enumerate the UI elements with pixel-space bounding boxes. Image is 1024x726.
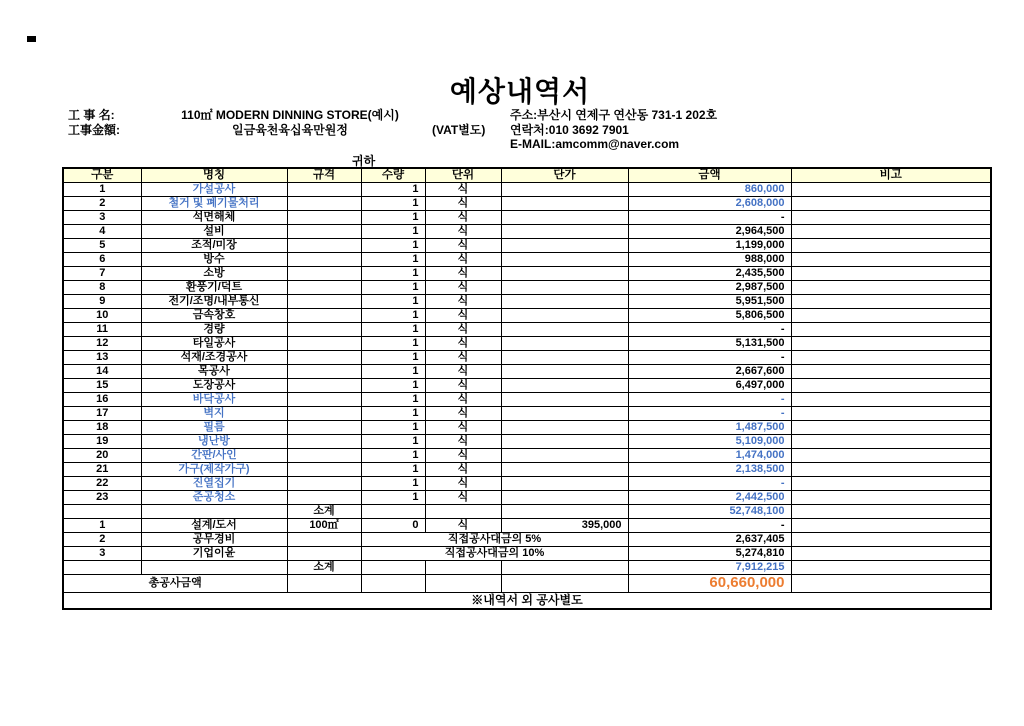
- item-qty: 1: [361, 224, 425, 238]
- scan-artifact: [27, 36, 36, 42]
- item-amount: 988,000: [628, 252, 791, 266]
- col-header-qty: 수량: [361, 168, 425, 182]
- item-name: 냉난방: [141, 434, 287, 448]
- item-note: [791, 322, 991, 336]
- item-unit: 식: [425, 448, 501, 462]
- row-number: 2: [63, 532, 141, 546]
- item-qty: 1: [361, 406, 425, 420]
- item-price: [501, 336, 628, 350]
- item-note: [791, 364, 991, 378]
- item-spec: [287, 280, 361, 294]
- row-number: 3: [63, 546, 141, 560]
- document-title: 예상내역서: [449, 76, 591, 107]
- item-qty: 1: [361, 322, 425, 336]
- item-row: [63, 322, 991, 336]
- item-name: 환풍기/덕트: [141, 280, 287, 294]
- item-note: [791, 336, 991, 350]
- item-unit: 식: [425, 238, 501, 252]
- item-spec: [287, 238, 361, 252]
- item-name: 설계/도서: [141, 518, 287, 532]
- item-amount: 2,637,405: [628, 532, 791, 546]
- item-name: 경량: [141, 322, 287, 336]
- item-amount: 2,435,500: [628, 266, 791, 280]
- item-name: 타일공사: [141, 336, 287, 350]
- item-qty: 1: [361, 182, 425, 196]
- item-price: [501, 266, 628, 280]
- empty-cell: [63, 504, 141, 518]
- address: 주소:부산시 연제구 연산동 731-1 202호: [510, 108, 718, 122]
- item-amount: -: [628, 322, 791, 336]
- table-header-row: [63, 168, 991, 182]
- row-number: 1: [63, 518, 141, 532]
- col-header-amount: 금액: [628, 168, 791, 182]
- subtotal-amount: 7,912,215: [628, 560, 791, 574]
- item-spec: [287, 434, 361, 448]
- subtotal-row: [63, 504, 991, 518]
- item-amount: 2,667,600: [628, 364, 791, 378]
- item-amount: 5,274,810: [628, 546, 791, 560]
- item-row: [63, 518, 991, 532]
- item-price: [501, 406, 628, 420]
- email: E-MAIL:amcomm@naver.com: [510, 137, 680, 151]
- row-number: 21: [63, 462, 141, 476]
- item-row: [63, 364, 991, 378]
- item-qty: 1: [361, 350, 425, 364]
- col-header-note: 비고: [791, 168, 991, 182]
- row-number: 12: [63, 336, 141, 350]
- item-row: [63, 476, 991, 490]
- item-note: [791, 280, 991, 294]
- item-name: 전기/조명/내부통신: [141, 294, 287, 308]
- item-price: [501, 378, 628, 392]
- item-row: [63, 196, 991, 210]
- item-unit: 식: [425, 364, 501, 378]
- item-amount: -: [628, 406, 791, 420]
- item-note: [791, 182, 991, 196]
- item-unit: 식: [425, 182, 501, 196]
- item-qty: 1: [361, 434, 425, 448]
- col-header-name: 명칭: [141, 168, 287, 182]
- empty-cell: [63, 560, 141, 574]
- item-spec: [287, 336, 361, 350]
- item-unit: 식: [425, 476, 501, 490]
- empty-cell: [791, 504, 991, 518]
- row-number: 6: [63, 252, 141, 266]
- item-name: 벽지: [141, 406, 287, 420]
- item-spec: [287, 196, 361, 210]
- item-note: [791, 294, 991, 308]
- item-spec: [287, 350, 361, 364]
- item-unit: 식: [425, 252, 501, 266]
- item-unit: 식: [425, 378, 501, 392]
- item-note: [791, 392, 991, 406]
- row-number: 14: [63, 364, 141, 378]
- item-qty: 1: [361, 252, 425, 266]
- item-name: 석재/조경공사: [141, 350, 287, 364]
- item-unit: 식: [425, 392, 501, 406]
- empty-cell: [425, 560, 501, 574]
- item-row: [63, 448, 991, 462]
- item-unit: 식: [425, 336, 501, 350]
- item-row: [63, 406, 991, 420]
- item-price: [501, 448, 628, 462]
- item-qty: 1: [361, 378, 425, 392]
- item-spec: [287, 308, 361, 322]
- row-number: 8: [63, 280, 141, 294]
- item-unit: 식: [425, 490, 501, 504]
- item-qty: 1: [361, 238, 425, 252]
- item-spec: [287, 420, 361, 434]
- footnote: ※내역서 외 공사별도: [63, 592, 991, 609]
- item-name: 방수: [141, 252, 287, 266]
- item-amount: 5,951,500: [628, 294, 791, 308]
- item-amount: -: [628, 350, 791, 364]
- item-unit: 식: [425, 280, 501, 294]
- item-price: [501, 392, 628, 406]
- empty-cell: [425, 574, 501, 592]
- item-price: [501, 350, 628, 364]
- empty-cell: [287, 574, 361, 592]
- item-price: [501, 280, 628, 294]
- row-number: 2: [63, 196, 141, 210]
- item-note: [791, 406, 991, 420]
- item-amount: 6,497,000: [628, 378, 791, 392]
- col-header-price: 단가: [501, 168, 628, 182]
- item-price: [501, 476, 628, 490]
- empty-cell: [141, 560, 287, 574]
- item-amount: 860,000: [628, 182, 791, 196]
- item-note: [791, 434, 991, 448]
- item-qty: 0: [361, 518, 425, 532]
- contract-amount-label: 工事金額:: [68, 123, 120, 137]
- item-unit: 식: [425, 434, 501, 448]
- col-header-unit: 단위: [425, 168, 501, 182]
- item-amount: -: [628, 476, 791, 490]
- item-price: [501, 238, 628, 252]
- row-number: 3: [63, 210, 141, 224]
- item-spec: [287, 322, 361, 336]
- row-number: 19: [63, 434, 141, 448]
- item-row: [63, 532, 991, 546]
- item-price: [501, 364, 628, 378]
- item-name: 진열집기: [141, 476, 287, 490]
- item-spec: [287, 252, 361, 266]
- item-row: [63, 294, 991, 308]
- item-spec: [287, 378, 361, 392]
- item-price: [501, 490, 628, 504]
- item-note: [791, 196, 991, 210]
- row-number: 7: [63, 266, 141, 280]
- item-row: [63, 280, 991, 294]
- item-note: [791, 252, 991, 266]
- item-note: [791, 224, 991, 238]
- col-header-spec: 규격: [287, 168, 361, 182]
- row-number: 11: [63, 322, 141, 336]
- item-price: [501, 420, 628, 434]
- item-price: [501, 322, 628, 336]
- row-number: 22: [63, 476, 141, 490]
- item-amount: -: [628, 210, 791, 224]
- item-row: [63, 266, 991, 280]
- item-unit: 식: [425, 518, 501, 532]
- empty-cell: [361, 574, 425, 592]
- recipient: 귀하: [352, 154, 376, 168]
- item-note: [791, 476, 991, 490]
- item-name: 조적/미장: [141, 238, 287, 252]
- item-qty: 1: [361, 462, 425, 476]
- item-amount: -: [628, 518, 791, 532]
- row-number: 18: [63, 420, 141, 434]
- item-spec: [287, 462, 361, 476]
- item-note: [791, 490, 991, 504]
- item-price: [501, 252, 628, 266]
- calc-basis: 직접공사대금의 10%: [361, 546, 628, 560]
- item-spec: [287, 224, 361, 238]
- item-unit: 식: [425, 462, 501, 476]
- item-note: [791, 266, 991, 280]
- item-amount: 2,442,500: [628, 490, 791, 504]
- calc-basis: 직접공사대금의 5%: [361, 532, 628, 546]
- item-price: [501, 434, 628, 448]
- item-row: [63, 434, 991, 448]
- item-name: 도장공사: [141, 378, 287, 392]
- empty-cell: [361, 504, 425, 518]
- item-qty: 1: [361, 420, 425, 434]
- item-unit: 식: [425, 420, 501, 434]
- item-name: 소방: [141, 266, 287, 280]
- row-number: 10: [63, 308, 141, 322]
- item-note: [791, 546, 991, 560]
- item-unit: 식: [425, 266, 501, 280]
- item-note: [791, 420, 991, 434]
- item-price: [501, 182, 628, 196]
- total-row: [63, 574, 991, 592]
- item-row: [63, 224, 991, 238]
- item-name: 가설공사: [141, 182, 287, 196]
- row-number: 15: [63, 378, 141, 392]
- item-unit: 식: [425, 406, 501, 420]
- item-note: [791, 462, 991, 476]
- item-row: [63, 392, 991, 406]
- item-amount: 2,964,500: [628, 224, 791, 238]
- row-number: 13: [63, 350, 141, 364]
- empty-cell: [425, 504, 501, 518]
- subtotal-label: 소계: [287, 560, 361, 574]
- item-row: [63, 378, 991, 392]
- item-name: 준공청소: [141, 490, 287, 504]
- row-number: 5: [63, 238, 141, 252]
- item-name: 설비: [141, 224, 287, 238]
- item-spec: [287, 182, 361, 196]
- item-qty: 1: [361, 266, 425, 280]
- item-row: [63, 182, 991, 196]
- item-row: [63, 350, 991, 364]
- item-name: 필름: [141, 420, 287, 434]
- row-number: 23: [63, 490, 141, 504]
- item-qty: 1: [361, 364, 425, 378]
- item-spec: [287, 490, 361, 504]
- empty-cell: [791, 560, 991, 574]
- item-row: [63, 336, 991, 350]
- item-qty: 1: [361, 490, 425, 504]
- item-row: [63, 210, 991, 224]
- project-name-label: 工 事 名:: [68, 108, 115, 122]
- item-amount: 1,199,000: [628, 238, 791, 252]
- item-spec: [287, 392, 361, 406]
- item-name: 가구(제작가구): [141, 462, 287, 476]
- item-name: 바닥공사: [141, 392, 287, 406]
- item-spec: [287, 406, 361, 420]
- item-name: 간판/사인: [141, 448, 287, 462]
- item-qty: 1: [361, 196, 425, 210]
- subtotal-amount: 52,748,100: [628, 504, 791, 518]
- item-spec: 100㎡: [287, 518, 361, 532]
- empty-cell: [501, 560, 628, 574]
- item-note: [791, 448, 991, 462]
- row-number: 9: [63, 294, 141, 308]
- item-row: [63, 308, 991, 322]
- item-amount: 2,138,500: [628, 462, 791, 476]
- item-name: 기업이윤: [141, 546, 287, 560]
- item-qty: 1: [361, 308, 425, 322]
- item-amount: -: [628, 392, 791, 406]
- item-spec: [287, 266, 361, 280]
- empty-cell: [501, 574, 628, 592]
- item-amount: 1,474,000: [628, 448, 791, 462]
- row-number: 20: [63, 448, 141, 462]
- row-number: 1: [63, 182, 141, 196]
- item-unit: 식: [425, 294, 501, 308]
- item-amount: 5,131,500: [628, 336, 791, 350]
- empty-cell: [501, 504, 628, 518]
- item-row: [63, 462, 991, 476]
- total-amount: 60,660,000: [628, 574, 791, 592]
- item-qty: 1: [361, 210, 425, 224]
- item-note: [791, 378, 991, 392]
- total-label: 총공사금액: [63, 574, 287, 592]
- item-name: 목공사: [141, 364, 287, 378]
- item-note: [791, 238, 991, 252]
- item-price: [501, 196, 628, 210]
- item-qty: 1: [361, 280, 425, 294]
- row-number: 4: [63, 224, 141, 238]
- item-spec: [287, 546, 361, 560]
- item-unit: 식: [425, 308, 501, 322]
- contract-amount-text: 일금육천육십육만원정: [232, 123, 348, 137]
- item-spec: [287, 210, 361, 224]
- col-header-no: 구분: [63, 168, 141, 182]
- item-price: [501, 210, 628, 224]
- item-row: [63, 420, 991, 434]
- item-note: [791, 350, 991, 364]
- empty-cell: [791, 574, 991, 592]
- item-spec: [287, 294, 361, 308]
- item-qty: 1: [361, 476, 425, 490]
- item-qty: 1: [361, 392, 425, 406]
- footnote-row: [63, 592, 991, 609]
- item-spec: [287, 364, 361, 378]
- item-row: [63, 546, 991, 560]
- subtotal-label: 소계: [287, 504, 361, 518]
- item-row: [63, 252, 991, 266]
- project-name: 110㎡ MODERN DINNING STORE(예시): [181, 108, 399, 122]
- item-amount: 2,608,000: [628, 196, 791, 210]
- row-number: 16: [63, 392, 141, 406]
- item-amount: 5,806,500: [628, 308, 791, 322]
- phone: 연락처:010 3692 7901: [510, 123, 629, 137]
- item-qty: 1: [361, 294, 425, 308]
- item-note: [791, 532, 991, 546]
- item-note: [791, 518, 991, 532]
- item-spec: [287, 448, 361, 462]
- item-note: [791, 210, 991, 224]
- empty-cell: [361, 560, 425, 574]
- empty-cell: [141, 504, 287, 518]
- row-number: 17: [63, 406, 141, 420]
- subtotal-row: [63, 560, 991, 574]
- item-unit: 식: [425, 210, 501, 224]
- item-name: 공무경비: [141, 532, 287, 546]
- item-unit: 식: [425, 224, 501, 238]
- item-name: 철거 및 폐기물처리: [141, 196, 287, 210]
- item-unit: 식: [425, 350, 501, 364]
- estimate-table: [62, 167, 992, 610]
- item-unit: 식: [425, 196, 501, 210]
- item-amount: 2,987,500: [628, 280, 791, 294]
- item-price: [501, 308, 628, 322]
- item-note: [791, 308, 991, 322]
- item-unit: 식: [425, 322, 501, 336]
- item-row: [63, 490, 991, 504]
- item-qty: 1: [361, 448, 425, 462]
- item-spec: [287, 476, 361, 490]
- item-name: 석면해체: [141, 210, 287, 224]
- item-amount: 1,487,500: [628, 420, 791, 434]
- item-price: [501, 224, 628, 238]
- item-amount: 5,109,000: [628, 434, 791, 448]
- item-price: 395,000: [501, 518, 628, 532]
- item-qty: 1: [361, 336, 425, 350]
- item-spec: [287, 532, 361, 546]
- item-price: [501, 294, 628, 308]
- item-price: [501, 462, 628, 476]
- vat-note: (VAT별도): [432, 123, 486, 137]
- item-name: 금속창호: [141, 308, 287, 322]
- item-row: [63, 238, 991, 252]
